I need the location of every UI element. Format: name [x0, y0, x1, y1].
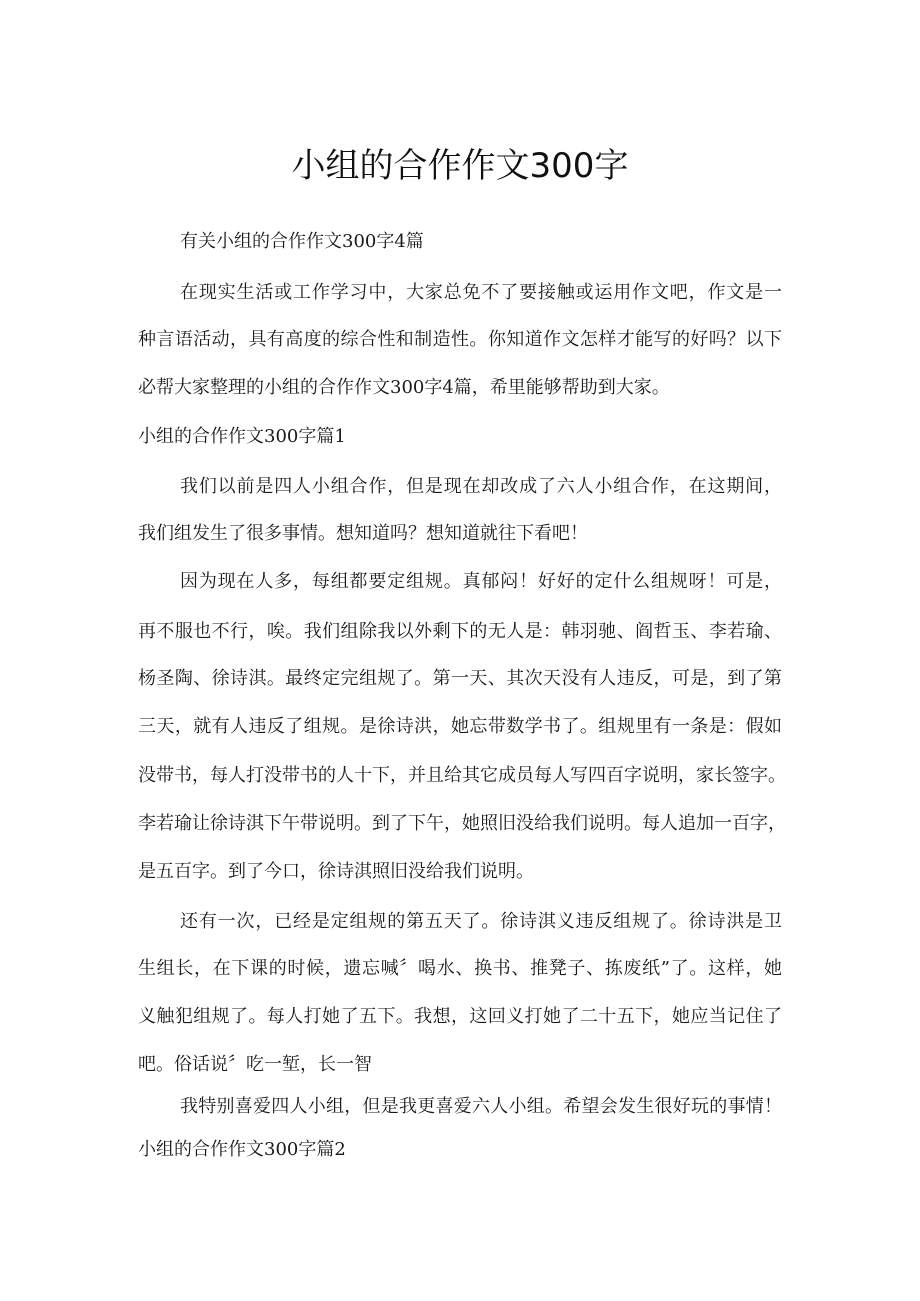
paragraph-line: 我们组发生了很多事情。想知道吗？想知道就往下看吧！	[138, 523, 588, 544]
paragraph-line: 种言语活动，具有高度的综合性和制造性。你知道作文怎样才能写的好吗？以下	[138, 329, 782, 350]
paragraph-line: 必帮大家整理的小组的合作作文300字4篇，希里能够帮助到大家。	[138, 377, 670, 398]
section-heading: 小组的合作作文300字篇2	[138, 1139, 346, 1160]
paragraph-line: 三天，就有人违反了组规。是徐诗洪，她忘带数学书了。组规里有一条是：假如	[138, 716, 782, 737]
paragraph-line: 生组长，在下课的时候，遗忘喊〞喝水、换书、推凳子、拣废纸”了。这样，她	[138, 958, 782, 979]
paragraph-line: 杨圣陶、徐诗淇。最终定完组规了。第一天、其次天没有人违反，可是，到了第	[138, 668, 782, 689]
paragraph-line: 义触犯组规了。每人打她了五下。我想，这回义打她了二十五下，她应当记住了	[138, 1006, 782, 1027]
intro-heading: 有关小组的合作作文300字4篇	[180, 231, 424, 252]
page-title: 小组的合作作文300字	[291, 146, 629, 186]
section-heading: 小组的合作作文300字篇1	[138, 426, 346, 447]
paragraph-line: 吧。俗话说〞吃一堑，长一智	[138, 1054, 372, 1075]
paragraph-line: 因为现在人多，每组都要定组规。真郁闷！好好的定什么组规呀！可是，	[180, 571, 782, 592]
paragraph-line: 还有一次，已经是定组规的第五天了。徐诗淇义违反组规了。徐诗洪是卫	[180, 911, 782, 932]
paragraph-line: 是五百字。到了今口，徐诗淇照旧没给我们说明。	[138, 861, 534, 882]
paragraph-line: 没带书，每人打没带书的人十下，并且给其它成员每人写四百字说明，家长签字。	[138, 765, 786, 786]
paragraph-line: 李若瑜让徐诗淇下午带说明。到了下午，她照旧没给我们说明。每人追加一百字，	[138, 813, 786, 834]
paragraph-line: 我特别喜爱四人小组，但是我更喜爱六人小组。希望会发生很好玩的事情！	[180, 1096, 782, 1117]
paragraph-line: 我们以前是四人小组合作，但是现在却改成了六人小组合作，在这期间，	[180, 476, 782, 497]
paragraph-line: 在现实生活或工作学习中，大家总免不了要接触或运用作文吧，作文是一	[180, 282, 782, 303]
paragraph-line: 再不服也不行，唉。我们组除我以外剩下的无人是：韩羽驰、阎哲玉、李若瑜、	[138, 621, 782, 642]
